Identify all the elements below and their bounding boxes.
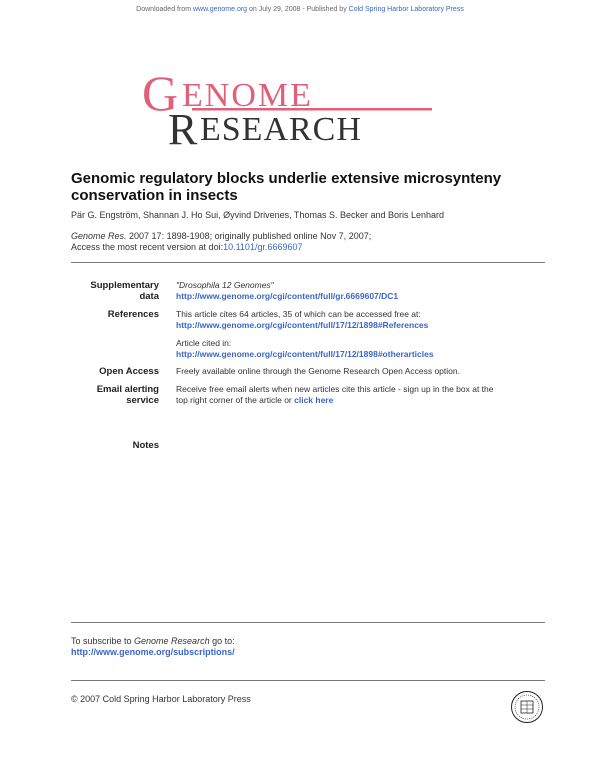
article-authors: Pär G. Engström, Shannan J. Ho Sui, Øyvind Drivenes, Thomas S. Becker and Boris Lenhard bbox=[71, 210, 445, 220]
notes-label: Notes bbox=[132, 440, 159, 451]
svg-text:G: G bbox=[142, 68, 179, 121]
article-citation bbox=[71, 231, 371, 253]
references-label: References bbox=[107, 309, 159, 320]
svg-text:R: R bbox=[168, 105, 198, 146]
email-alert-label: Email alerting service bbox=[96, 384, 159, 406]
article-title: Genomic regulatory blocks underlie extensive microsynteny conservation in insects bbox=[71, 170, 502, 204]
references-text: This article cites 64 articles, 35 of which can be accessed free at: bbox=[176, 309, 421, 319]
references-link[interactable]: http://www.genome.org/cgi/content/full/17/12/1898#References bbox=[176, 320, 429, 330]
references-content bbox=[176, 309, 551, 331]
email-alert-text-2: top right corner of the article or bbox=[176, 395, 295, 405]
subscribe-link[interactable]: http://www.genome.org/subscriptions/ bbox=[71, 647, 235, 657]
subscribe-journal: Genome Research bbox=[134, 636, 210, 646]
open-access-label: Open Access bbox=[99, 366, 159, 377]
supplementary-link[interactable]: http://www.genome.org/cgi/content/full/gr.6669607/DC1 bbox=[176, 291, 399, 301]
copyright-text: © 2007 Cold Spring Harbor Laboratory Press bbox=[71, 694, 251, 704]
genome-site-link[interactable]: www.genome.org bbox=[192, 6, 248, 13]
subscribe-block bbox=[71, 636, 235, 658]
download-middle: on July 29, 2008 - Published by bbox=[247, 6, 349, 13]
supplementary-content bbox=[176, 280, 551, 302]
email-alert-text-1: Receive free email alerts when new articles cite this article - sign up in the box at the bbox=[176, 384, 494, 394]
cited-in-link[interactable]: http://www.genome.org/cgi/content/full/17/12/1898#otherarticles bbox=[176, 349, 434, 359]
download-notice bbox=[0, 6, 600, 13]
cited-in-content bbox=[176, 338, 551, 360]
subscribe-prefix: To subscribe to bbox=[71, 636, 135, 646]
access-prefix: Access the most recent version at doi: bbox=[71, 242, 224, 252]
genome-research-logo bbox=[140, 68, 440, 146]
publisher-link[interactable]: Cold Spring Harbor Laboratory Press bbox=[348, 6, 464, 13]
open-access-text: Freely available online through the Genome Research Open Access option. bbox=[176, 366, 460, 376]
supplementary-title: "Drosophila 12 Genomes" bbox=[176, 280, 274, 290]
divider-top bbox=[71, 262, 545, 263]
divider-footer bbox=[71, 680, 545, 681]
cited-in-text: Article cited in: bbox=[176, 338, 232, 348]
subscribe-suffix: go to: bbox=[209, 636, 235, 646]
svg-text:ENOME: ENOME bbox=[182, 77, 313, 114]
press-seal-icon bbox=[510, 690, 544, 724]
doi-link[interactable]: 10.1101/gr.6669607 bbox=[223, 242, 303, 252]
journal-name: Genome Res. bbox=[71, 231, 127, 241]
supplementary-label: Supplementary data bbox=[90, 280, 159, 302]
download-prefix: Downloaded from bbox=[136, 6, 193, 13]
svg-text:ESEARCH: ESEARCH bbox=[200, 111, 362, 146]
divider-bottom bbox=[71, 622, 545, 623]
click-here-link[interactable]: click here bbox=[294, 395, 334, 405]
email-alert-content bbox=[176, 384, 551, 406]
citation-details: 2007 17: 1898-1908; originally published online Nov 7, 2007; bbox=[126, 231, 372, 241]
